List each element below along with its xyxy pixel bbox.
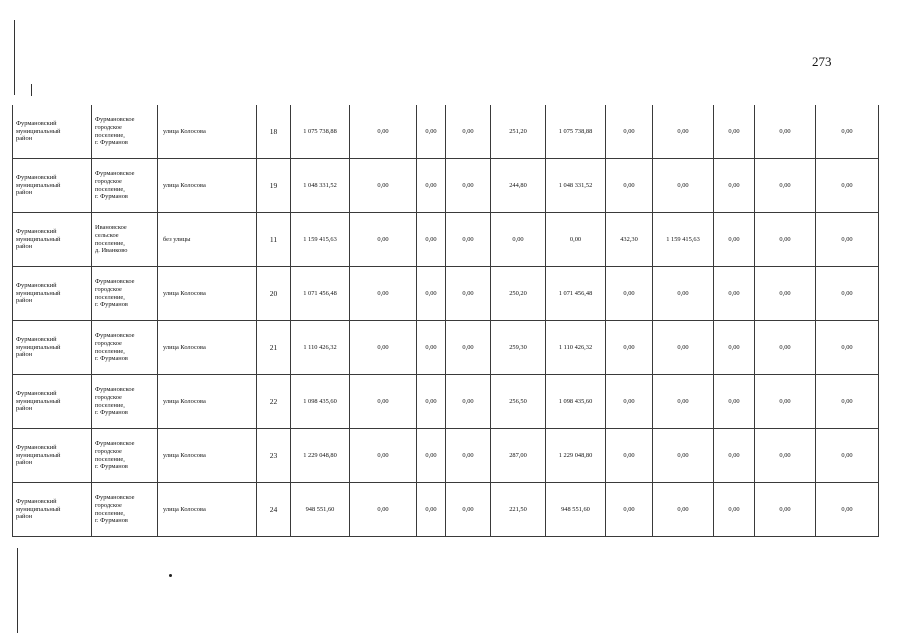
value-cell: 1 110 426,32 [291,321,350,375]
settlement-cell [92,105,158,159]
value-cell: 0,00 [350,213,417,267]
value-cell: 0,00 [446,267,491,321]
district-cell [13,429,92,483]
settlement-cell-line: г. Фурманов [95,301,128,309]
value-cell: 0,00 [816,159,879,213]
value-cell: 1 098 435,60 [546,375,606,429]
value-cell: 1 229 048,80 [546,429,606,483]
value-cell: 0,00 [417,429,446,483]
value-cell: 1 110 426,32 [546,321,606,375]
value-cell: 0,00 [417,105,446,159]
district-cell [13,159,92,213]
value-cell: 0,00 [653,159,714,213]
value-cell: 1 098 435,60 [291,375,350,429]
value-cell: 1 229 048,80 [291,429,350,483]
value-cell: 0,00 [606,105,653,159]
table-row [13,321,879,375]
table-row [13,267,879,321]
district-cell [13,105,92,159]
value-cell: 0,00 [755,321,816,375]
settlement-cell [92,375,158,429]
settlement-cell-line: поселение, [95,293,125,301]
value-cell: 0,00 [714,267,755,321]
settlement-cell-line: Фурмановское [95,386,135,394]
value-cell: 0,00 [350,375,417,429]
house-number-cell: 21 [257,321,291,375]
value-cell: 0,00 [417,483,446,537]
house-number-cell: 20 [257,267,291,321]
district-cell-line: район [16,297,33,305]
settlement-cell [92,159,158,213]
settlement-cell-line: поселение, [95,347,125,355]
house-number-cell: 18 [257,105,291,159]
value-cell: 0,00 [417,321,446,375]
district-cell-line: район [16,513,33,521]
street-cell: улица Колосова [158,483,257,537]
settlement-cell-line: г. Фурманов [95,193,128,201]
value-cell: 0,00 [755,213,816,267]
value-cell: 0,00 [714,375,755,429]
scan-edge-line [17,548,18,633]
district-cell-line: муниципальный [16,181,61,189]
district-cell-line: Фурмановский [16,119,57,127]
district-cell-line: муниципальный [16,343,61,351]
street-cell: улица Колосова [158,429,257,483]
settlement-cell-line: г. Фурманов [95,139,128,147]
value-cell: 256,50 [491,375,546,429]
value-cell: 287,00 [491,429,546,483]
scan-speck [169,574,172,577]
district-cell-line: район [16,459,33,467]
district-cell-line: Фурмановский [16,389,57,397]
settlement-cell-line: поселение, [95,131,125,139]
value-cell: 0,00 [417,159,446,213]
value-cell: 0,00 [816,105,879,159]
settlement-cell [92,321,158,375]
buildings-register-table [12,105,879,537]
district-cell-line: Фурмановский [16,227,57,235]
table-row [13,483,879,537]
value-cell: 0,00 [350,321,417,375]
value-cell: 0,00 [446,321,491,375]
value-cell: 1 048 331,52 [546,159,606,213]
value-cell: 1 048 331,52 [291,159,350,213]
house-number-cell: 19 [257,159,291,213]
settlement-cell-line: городское [95,123,122,131]
value-cell: 0,00 [446,429,491,483]
value-cell: 432,30 [606,213,653,267]
settlement-cell-line: д. Иванково [95,247,128,255]
house-number-cell: 23 [257,429,291,483]
table-row [13,429,879,483]
value-cell: 0,00 [446,105,491,159]
value-cell: 0,00 [653,321,714,375]
value-cell: 259,30 [491,321,546,375]
district-cell-line: муниципальный [16,289,61,297]
settlement-cell-line: поселение, [95,239,125,247]
street-cell: улица Колосова [158,159,257,213]
district-cell-line: муниципальный [16,397,61,405]
value-cell: 0,00 [606,159,653,213]
value-cell: 0,00 [816,213,879,267]
value-cell: 0,00 [350,429,417,483]
settlement-cell-line: Ивановское [95,224,127,232]
value-cell: 221,50 [491,483,546,537]
value-cell: 0,00 [350,105,417,159]
scan-edge-line [31,84,32,96]
settlement-cell-line: г. Фурманов [95,409,128,417]
settlement-cell-line: поселение, [95,509,125,517]
value-cell: 1 075 738,88 [546,105,606,159]
settlement-cell-line: сельское [95,231,119,239]
district-cell-line: Фурмановский [16,335,57,343]
house-number-cell: 22 [257,375,291,429]
settlement-cell-line: городское [95,285,122,293]
settlement-cell [92,213,158,267]
district-cell-line: Фурмановский [16,443,57,451]
value-cell: 0,00 [653,375,714,429]
value-cell: 0,00 [755,429,816,483]
settlement-cell [92,483,158,537]
street-cell: улица Колосова [158,105,257,159]
value-cell: 0,00 [653,105,714,159]
settlement-cell-line: Фурмановское [95,494,135,502]
settlement-cell-line: городское [95,177,122,185]
district-cell-line: район [16,135,33,143]
value-cell: 0,00 [446,213,491,267]
value-cell: 0,00 [546,213,606,267]
value-cell: 251,20 [491,105,546,159]
value-cell: 1 071 456,48 [546,267,606,321]
settlement-cell-line: Фурмановское [95,116,135,124]
house-number-cell: 11 [257,213,291,267]
street-cell: улица Колосова [158,267,257,321]
value-cell: 0,00 [755,105,816,159]
settlement-cell-line: г. Фурманов [95,463,128,471]
district-cell [13,321,92,375]
settlement-cell-line: поселение, [95,185,125,193]
value-cell: 0,00 [816,321,879,375]
house-number-cell: 24 [257,483,291,537]
table-row [13,375,879,429]
value-cell: 0,00 [606,321,653,375]
value-cell: 0,00 [446,483,491,537]
value-cell: 0,00 [653,429,714,483]
district-cell-line: муниципальный [16,127,61,135]
table-row [13,159,879,213]
street-cell: улица Колосова [158,321,257,375]
value-cell: 948 551,60 [291,483,350,537]
value-cell: 0,00 [606,483,653,537]
street-cell: улица Колосова [158,375,257,429]
page-number: 273 [812,54,832,69]
value-cell: 1 075 738,88 [291,105,350,159]
value-cell: 0,00 [417,213,446,267]
value-cell: 0,00 [816,429,879,483]
settlement-cell-line: городское [95,447,122,455]
value-cell: 0,00 [606,375,653,429]
value-cell: 1 159 415,63 [653,213,714,267]
district-cell [13,267,92,321]
value-cell: 0,00 [491,213,546,267]
district-cell-line: район [16,243,33,251]
value-cell: 244,80 [491,159,546,213]
value-cell: 0,00 [446,375,491,429]
value-cell: 0,00 [714,429,755,483]
settlement-cell [92,267,158,321]
value-cell: 0,00 [350,483,417,537]
settlement-cell-line: Фурмановское [95,278,135,286]
value-cell: 0,00 [350,159,417,213]
value-cell: 0,00 [653,267,714,321]
value-cell: 0,00 [714,159,755,213]
settlement-cell-line: г. Фурманов [95,517,128,525]
district-cell-line: район [16,351,33,359]
value-cell: 0,00 [714,213,755,267]
value-cell: 948 551,60 [546,483,606,537]
district-cell [13,483,92,537]
settlement-cell-line: поселение, [95,455,125,463]
settlement-cell-line: Фурмановское [95,440,135,448]
district-cell-line: муниципальный [16,451,61,459]
district-cell-line: Фурмановский [16,281,57,289]
district-cell-line: муниципальный [16,505,61,513]
value-cell: 1 071 456,48 [291,267,350,321]
value-cell: 0,00 [606,429,653,483]
settlement-cell [92,429,158,483]
value-cell: 0,00 [606,267,653,321]
table-row [13,213,879,267]
district-cell-line: район [16,405,33,413]
value-cell: 0,00 [350,267,417,321]
district-cell-line: Фурмановский [16,173,57,181]
table-row [13,105,879,159]
settlement-cell-line: г. Фурманов [95,355,128,363]
value-cell: 0,00 [755,375,816,429]
settlement-cell-line: Фурмановское [95,170,135,178]
value-cell: 250,20 [491,267,546,321]
value-cell: 0,00 [816,483,879,537]
settlement-cell-line: поселение, [95,401,125,409]
district-cell-line: муниципальный [16,235,61,243]
settlement-cell-line: городское [95,339,122,347]
value-cell: 0,00 [446,159,491,213]
value-cell: 0,00 [653,483,714,537]
district-cell [13,375,92,429]
settlement-cell-line: городское [95,393,122,401]
scan-edge-line [14,20,15,95]
street-cell: без улицы [158,213,257,267]
settlement-cell-line: городское [95,501,122,509]
district-cell-line: Фурмановский [16,497,57,505]
value-cell: 0,00 [417,267,446,321]
value-cell: 0,00 [755,159,816,213]
value-cell: 0,00 [816,267,879,321]
value-cell: 0,00 [714,321,755,375]
value-cell: 0,00 [714,483,755,537]
value-cell: 0,00 [755,267,816,321]
value-cell: 1 159 415,63 [291,213,350,267]
value-cell: 0,00 [816,375,879,429]
district-cell [13,213,92,267]
value-cell: 0,00 [714,105,755,159]
district-cell-line: район [16,189,33,197]
value-cell: 0,00 [755,483,816,537]
settlement-cell-line: Фурмановское [95,332,135,340]
value-cell: 0,00 [417,375,446,429]
